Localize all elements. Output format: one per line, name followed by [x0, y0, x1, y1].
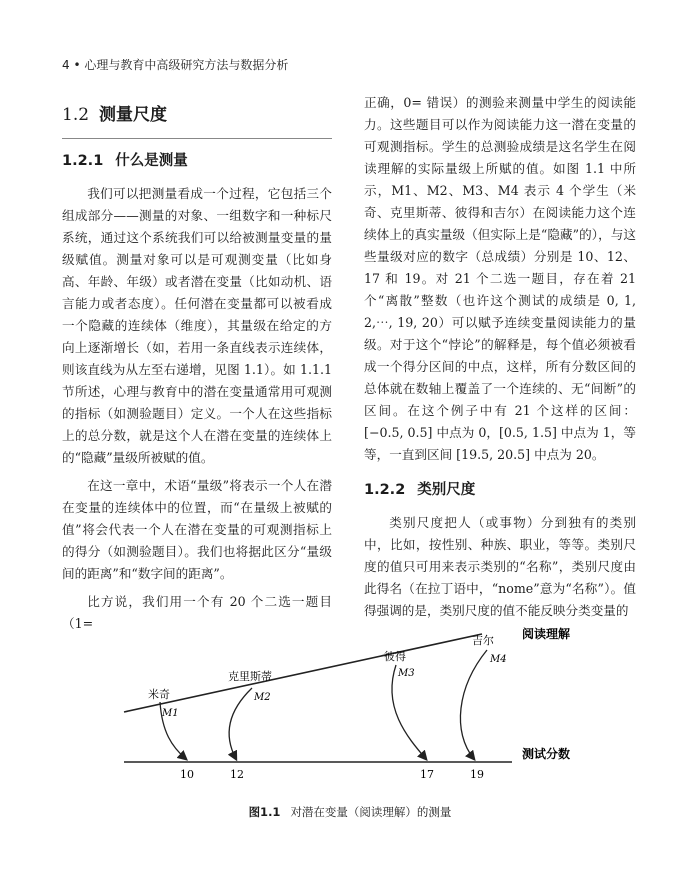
marker-2: M2 — [254, 692, 271, 703]
paragraph: 正确，0= 错误）的测验来测量中学生的阅读能力。这些题目可以作为阅读能力这一潜在变量的可观测指标。学生的总测验成绩是这名学生在阅读理解的实际量级上所赋的值。如图 1.1 中所示，M1、M2、M3、M4 表示 4 个学生（米奇、克里斯蒂、彼得和吉尔）在阅读能力这个连续体上的真实量级（但实际上是“隐藏”的），与这些量级对应的数字（总成绩）分别是 10、12、17 和 19。对 21 个二选一题目，存在着 21 个“离散”整数（也许这个测试的成绩是 0, 1, 2,⋯, 19, 20）可以赋予连续变量阅读能力的量级。对于这个“悖论”的解释是，每个值必须被看成一个得分区间的中点，这样，所有分数区间的总体就在数轴上覆盖了一个连续的、无“间断”的区间。在这个例子中有 21 个这样的区间：[−0.5, 0.5] 中点为 0，[0.5, 1.5] 中点为 1，等等，一直到区间 [19.5, 20.5] 中点为 20。 — [364, 95, 636, 462]
subsection-title: 什么是测量 — [115, 153, 188, 169]
mapping-arrow-4 — [460, 650, 487, 759]
figure-caption — [0, 804, 700, 820]
running-head: 4 • 心理与教育中高级研究方法与数据分析 — [62, 58, 289, 72]
left-column — [62, 96, 332, 635]
marker-1: M1 — [162, 708, 179, 719]
paragraph: 类别尺度把人（或事物）分到独有的类别中，比如，按性别、种族、职业，等等。类别尺度的值只可用来表示类别的“名称”，类别尺度由此得名（在拉丁语中，“nome”意为“名称”）。值得强调的是，类别尺度的值不能反映分类变量的 — [364, 515, 636, 618]
mapping-arrow-3 — [392, 665, 426, 759]
score-2: 12 — [230, 768, 244, 781]
section-rule — [62, 138, 332, 139]
subsection-heading-1 — [62, 149, 332, 173]
score-3: 17 — [420, 768, 434, 781]
caption-label: 图1.1 — [248, 805, 281, 819]
score-1: 10 — [180, 768, 194, 781]
subsection-title: 类别尺度 — [417, 482, 476, 498]
person-name-4: 吉尔 — [472, 634, 494, 647]
subsection-number: 1.2.2 — [364, 482, 406, 498]
person-name-2: 克里斯蒂 — [228, 670, 272, 683]
paragraph: 比方说，我们用一个有 20 个二选一题目（1= — [62, 594, 332, 631]
section-title: 测量尺度 — [99, 105, 168, 125]
caption-text: 对潜在变量（阅读理解）的测量 — [290, 805, 452, 819]
paragraph: 在这一章中，术语“量级”将表示一个人在潜在变量的连续体中的位置，而“在量级上被赋的值”将会代表一个人在潜在变量的可观测指标上的得分（如测验题目）。我们也将据此区分“量级间的距离”和“数字间的距离”。 — [62, 478, 332, 581]
paragraph: 我们可以把测量看成一个过程，它包括三个组成部分——测量的对象、一组数字和一种标尺系统，通过这个系统我们可以给被测量变量的量级赋值。测量对象可以是可观测变量（比如身高、年龄、年级）或者潜在变量（比如动机、语言能力或者态度）。任何潜在变量都可以被看成一个隐藏的连续体（维度），其量级在给定的方向上逐渐增长（如，若用一条直线表示连续体，则该直线为从左至右递增，见图 1.1）。如 1.1.1 节所述，心理与教育中的潜在变量通常用可观测的指标（如测验题目）定义。一个人在这些指标上的总分数，就是这个人在潜在变量的连续体上的“隐藏”量级所被赋的值。 — [62, 186, 332, 465]
score-4: 19 — [470, 768, 484, 781]
section-number: 1.2 — [62, 105, 90, 125]
person-name-1: 米奇 — [148, 688, 170, 701]
measurement-diagram — [62, 622, 642, 802]
subsection-number: 1.2.1 — [62, 153, 104, 169]
right-column — [364, 92, 636, 622]
observed-axis-label: 测试分数 — [522, 747, 571, 761]
marker-4: M4 — [490, 654, 507, 665]
marker-3: M3 — [398, 668, 415, 679]
figure-1-1 — [62, 622, 642, 822]
mapping-arrow-2 — [229, 688, 252, 759]
person-name-3: 彼得 — [384, 650, 406, 663]
section-heading — [62, 100, 332, 130]
latent-axis-label: 阅读理解 — [522, 627, 571, 641]
latent-axis-line — [124, 634, 482, 712]
subsection-heading-2 — [364, 478, 636, 502]
